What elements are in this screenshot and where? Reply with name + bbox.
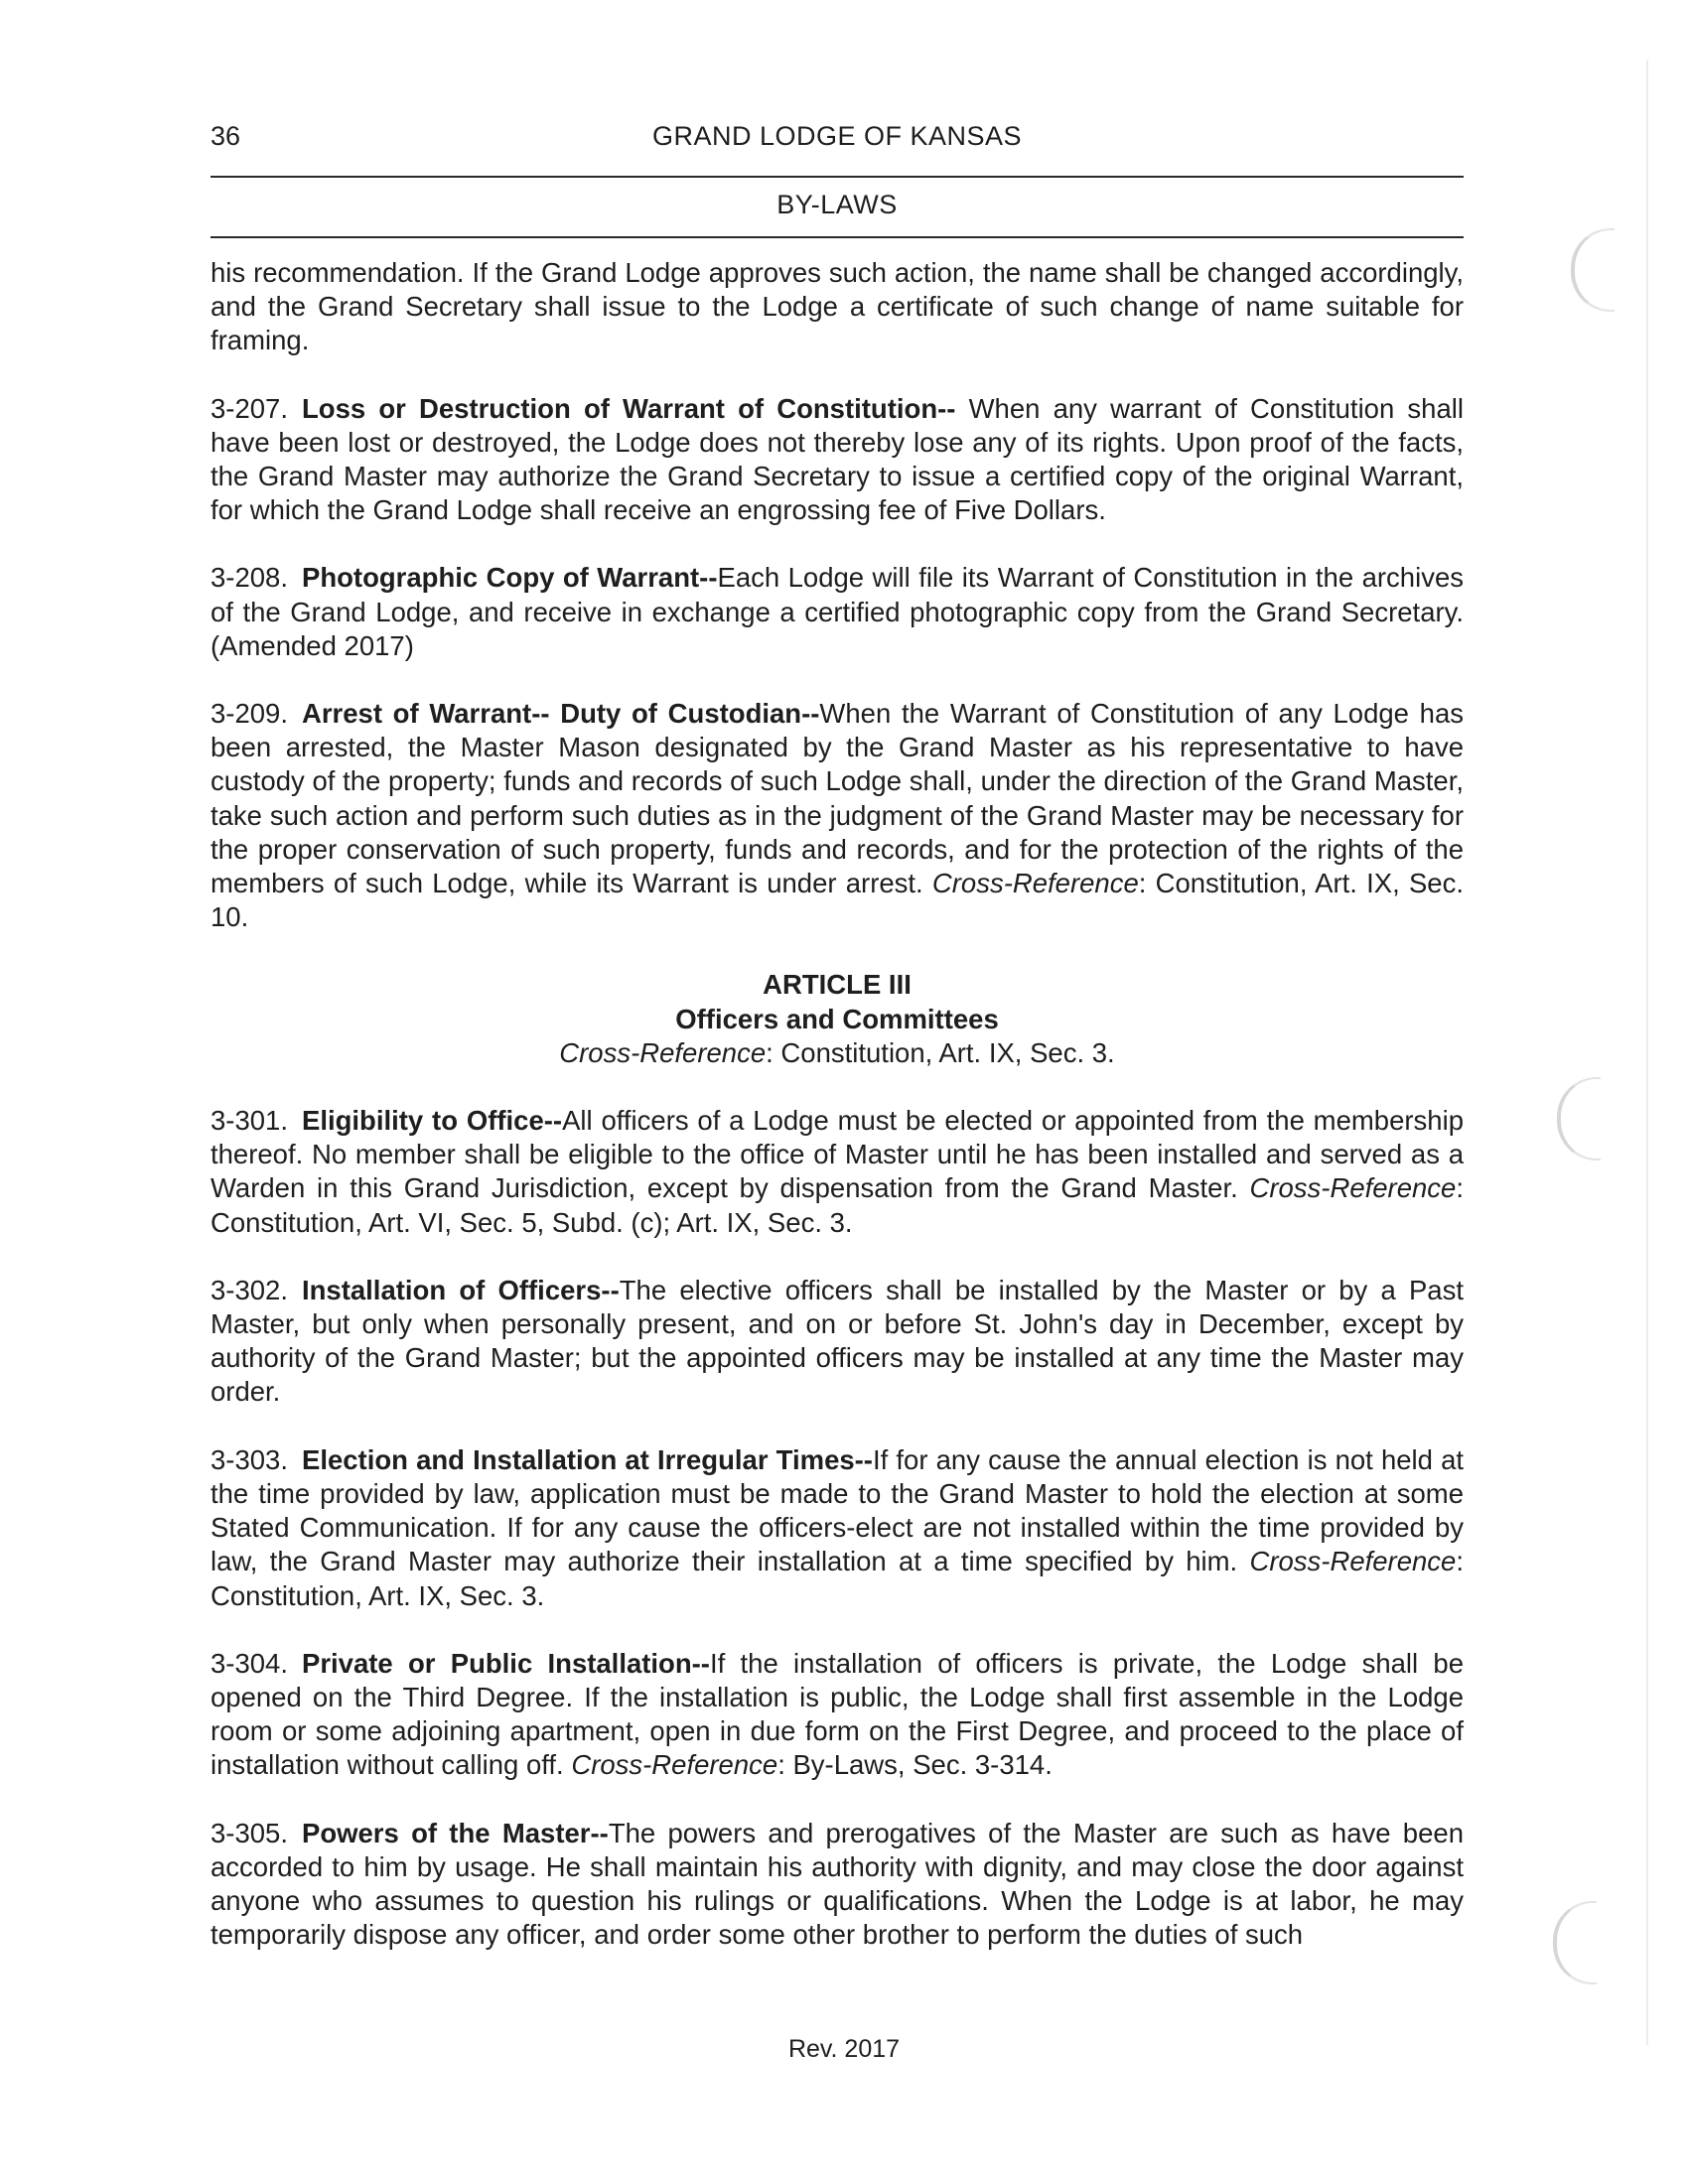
section-number: 3-303. <box>211 1443 288 1475</box>
cross-reference-label: Cross-Reference <box>1249 1546 1457 1577</box>
section-heading: Loss or Destruction of Warrant of Constitution-- <box>301 392 956 424</box>
document-body <box>211 256 1464 1985</box>
section-paragraph <box>211 1274 1464 1410</box>
section-heading: Powers of the Master-- <box>301 1817 609 1848</box>
section-heading: Eligibility to Office-- <box>301 1105 563 1137</box>
cross-reference-label: Cross-Reference <box>931 868 1139 899</box>
section-heading: Private or Public Installation-- <box>301 1647 710 1679</box>
section-text: If for any cause the annual election is not held at the time provided by law, application must be made to the Grand Master to hold the election at some Stated Communication. If for any cause the officers-elect are not installed within the time provided by law, the Grand Master may authorize their installation at a time specified by him. <box>211 1443 1464 1577</box>
cross-reference-label: Cross-Reference <box>1249 1172 1457 1204</box>
binder-hole <box>1557 1077 1601 1160</box>
cross-reference-text: : Constitution, Art. VI, Sec. 5, Subd. (c); Art. IX, Sec. 3. <box>211 1172 1464 1238</box>
article-heading <box>211 968 1464 1070</box>
section-heading: Election and Installation at Irregular Times-- <box>301 1443 873 1475</box>
section-paragraph <box>211 561 1464 663</box>
section-number: 3-209. <box>211 698 288 730</box>
section-paragraph <box>211 1647 1464 1783</box>
cross-reference-label: Cross-Reference <box>571 1749 778 1781</box>
section-number: 3-208. <box>211 562 288 594</box>
sections-group <box>211 1104 1464 1952</box>
section-number: 3-305. <box>211 1817 288 1848</box>
section-paragraph <box>211 697 1464 934</box>
section-heading: Installation of Officers-- <box>301 1274 620 1305</box>
section-text: The elective officers shall be installed by the Master or by a Past Master, but only when personally present, and on or before St. John's day in December, except by authority of the Grand Master; but the appointed officers may be installed at any time the Master may order. <box>211 1274 1464 1408</box>
section-text: When any warrant of Constitution shall have been lost or destroyed, the Lodge does not thereby lose any of its rights. Upon proof of the facts, the Grand Master may authorize the Grand Secretary to issue a certified copy of the original Warrant, for which the Grand Lodge shall receive an engrossing fee of Five Dollars. <box>211 392 1464 526</box>
binder-hole <box>1571 228 1615 312</box>
section-heading: Arrest of Warrant-- Duty of Custodian-- <box>301 698 820 730</box>
section-paragraph <box>211 1104 1464 1240</box>
page-footer: Rev. 2017 <box>787 2035 901 2063</box>
section-number: 3-302. <box>211 1274 288 1305</box>
sections-group <box>211 392 1464 935</box>
article-title: ARTICLE III <box>763 969 912 1001</box>
header-rule <box>211 176 1464 178</box>
section-paragraph <box>211 1817 1464 1953</box>
page-edge-shadow <box>1646 60 1648 2045</box>
section-number: 3-301. <box>211 1105 288 1137</box>
section-text: All officers of a Lodge must be elected or appointed from the membership thereof. No member shall be eligible to the office of Master until he has been installed and served as a Warden in this Grand Jurisdiction, except by dispensation from the Grand Master. <box>211 1105 1464 1204</box>
section-title: BY-LAWS <box>776 190 898 219</box>
section-paragraph <box>211 392 1464 528</box>
section-number: 3-304. <box>211 1647 288 1679</box>
section-paragraph <box>211 1443 1464 1613</box>
section-heading: Photographic Copy of Warrant-- <box>301 562 718 594</box>
page-number: 36 <box>211 121 241 151</box>
cross-reference-text: : Constitution, Art. IX, Sec. 3. <box>211 1546 1464 1611</box>
section-text: The powers and prerogatives of the Master are such as have been accorded to him by usage. He shall maintain his authority with dignity, and may close the door against anyone who assumes to question his rulings or qualifications. When the Lodge is at labor, he may temporarily dispose any officer, and order some other brother to perform the duties of such <box>211 1817 1464 1951</box>
header-rule <box>211 236 1464 238</box>
article-subtitle: Officers and Committees <box>675 1003 999 1034</box>
continuation-paragraph: his recommendation. If the Grand Lodge approves such action, the name shall be changed accordingly, and the Grand Secretary shall issue to the Lodge a certificate of such change of name suitable for framing. <box>211 257 1464 356</box>
section-number: 3-207. <box>211 392 288 424</box>
cross-reference-text: : Constitution, Art. IX, Sec. 10. <box>211 868 1464 933</box>
section-text: When the Warrant of Constitution of any Lodge has been arrested, the Master Mason designated by the Grand Master as his representative to have custody of the property; funds and records of such Lodge shall, under the direction of the Grand Master, take such action and perform such duties as in the judgment of the Grand Master may be necessary for the proper conservation of such property, funds and records, and for the protection of the rights of the members of such Lodge, while its Warrant is under arrest. <box>211 698 1465 899</box>
page-header <box>211 121 1464 155</box>
cross-reference-text: : Constitution, Art. IX, Sec. 3. <box>766 1036 1115 1068</box>
cross-reference-label: Cross-Reference <box>559 1036 767 1068</box>
cross-reference-text: : By-Laws, Sec. 3-314. <box>777 1749 1053 1781</box>
running-title: GRAND LODGE OF KANSAS <box>651 121 1023 151</box>
section-text: Each Lodge will file its Warrant of Constitution in the archives of the Grand Lodge, and receive in exchange a certified photographic copy from the Grand Secretary. (Amended 2017) <box>211 562 1465 661</box>
binder-hole <box>1553 1901 1597 1984</box>
section-text: If the installation of officers is private, the Lodge shall be opened on the Third Degree. If the installation is public, the Lodge shall first assemble in the Lodge room or some adjoining apartment, open in due form on the First Degree, and proceed to the place of installation without calling off. <box>211 1647 1464 1781</box>
article-cross-reference <box>211 1036 1464 1070</box>
